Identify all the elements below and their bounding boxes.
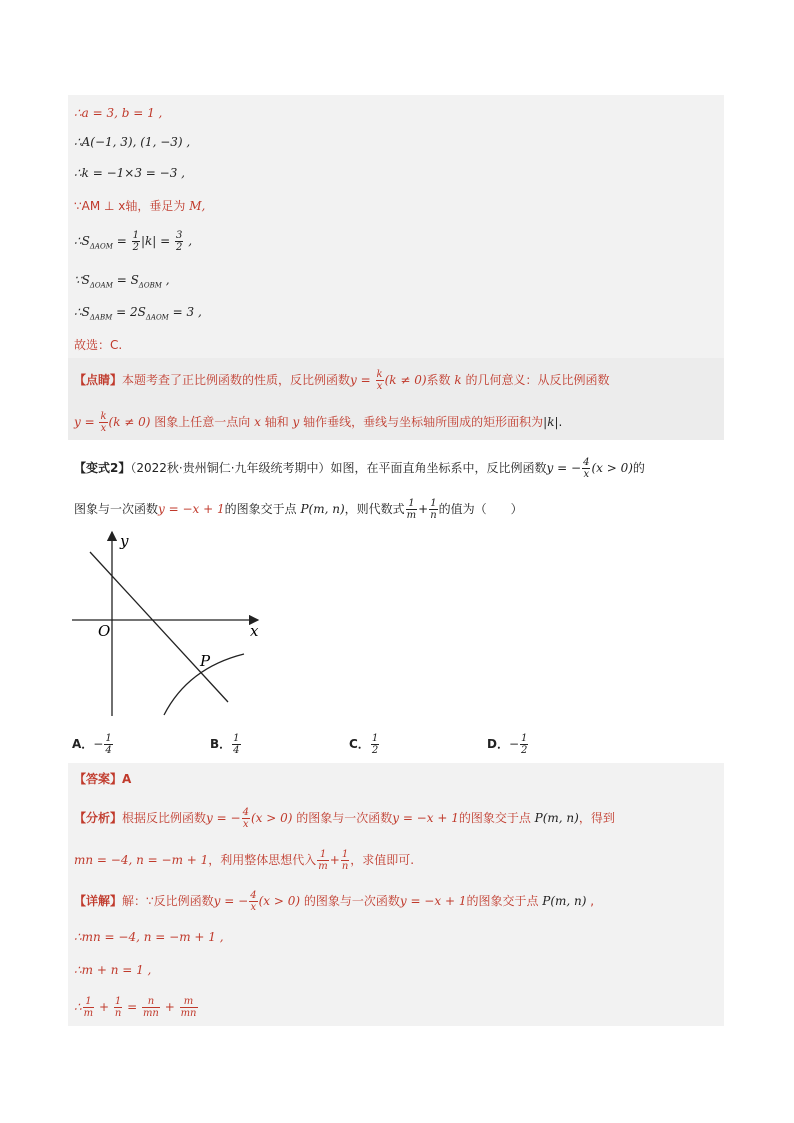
den: x xyxy=(242,819,249,830)
s-symbol: ∴S xyxy=(74,305,90,319)
solution-line-4 xyxy=(74,197,205,215)
text: ，求值即可. xyxy=(350,853,415,867)
dianjing-line-2 xyxy=(74,411,562,434)
den: n xyxy=(430,510,437,521)
num: 1 xyxy=(521,733,528,744)
analysis-line-1 xyxy=(74,807,615,830)
fraction-1-n xyxy=(114,996,122,1019)
point-p: P(m, n) xyxy=(542,894,587,908)
coordinate-graph xyxy=(68,528,268,720)
text: , xyxy=(586,894,595,908)
eq: y = − xyxy=(206,811,241,825)
text: 的图象与一次函数 xyxy=(300,894,400,908)
fraction-half xyxy=(132,230,140,253)
dianjing-tag: 【点睛】 xyxy=(74,373,123,387)
solution-line-2 xyxy=(74,133,190,151)
num: n xyxy=(142,996,160,1008)
den: x xyxy=(250,902,257,913)
cond: (k ≠ 0) xyxy=(384,373,427,387)
k: k xyxy=(454,373,462,387)
solution-choice xyxy=(74,336,122,354)
num: m xyxy=(180,996,198,1008)
text: ，利用整体思想代入 xyxy=(208,853,317,867)
num: 1 xyxy=(341,849,349,860)
s-sub: ΔOAM xyxy=(89,281,113,290)
fraction-1-m xyxy=(317,849,328,872)
foot-m: M, xyxy=(189,199,206,213)
cond: (x > 0) xyxy=(250,811,293,825)
sign: − xyxy=(93,737,104,751)
s-symbol: ∵S xyxy=(74,273,90,287)
option-fraction xyxy=(104,733,112,756)
detail-line-1 xyxy=(74,890,594,913)
result: = 3 , xyxy=(168,305,202,319)
cond: (x > 0) xyxy=(258,894,301,908)
num: k xyxy=(100,411,107,422)
y-label: y xyxy=(120,532,129,550)
option-letter: C． xyxy=(349,737,370,751)
text: 的图象与一次函数 xyxy=(292,811,393,825)
option-letter: B． xyxy=(210,737,232,751)
point-a: ∴A(−1, 3), (1, −3) , xyxy=(74,135,191,149)
fraction-1-m xyxy=(406,498,417,521)
option-b[interactable] xyxy=(210,733,242,756)
option-letter: D． xyxy=(487,737,509,751)
s-sub: ΔOBM xyxy=(138,281,162,290)
fraction-1-n xyxy=(429,498,437,521)
num: k xyxy=(376,369,383,380)
analysis-line-2 xyxy=(74,849,414,872)
option-c[interactable] xyxy=(349,733,380,756)
s-symbol: ∴S xyxy=(74,234,90,248)
den: x xyxy=(376,381,383,392)
num: 1 xyxy=(371,733,379,744)
therefore-ab: ∴a = 3, b = 1 , xyxy=(74,106,163,120)
den: m xyxy=(83,1008,94,1019)
detail-tag: 【详解】 xyxy=(74,894,123,908)
plus: + xyxy=(418,502,429,516)
dianjing-line-1 xyxy=(74,369,609,392)
s-sub: ΔAOM xyxy=(145,313,169,322)
because-symbol: ∵ xyxy=(74,199,82,213)
dianjing-text: 本题考查了正比例函数的性质，反比例函数 xyxy=(122,373,351,387)
question-text: 如图，在平面直角坐标系中，反比例函数 xyxy=(330,461,547,475)
num: 1 xyxy=(132,230,139,241)
text: ，得到 xyxy=(578,811,615,825)
answer-value: A xyxy=(122,772,132,786)
question-source: （2022秋·贵州铜仁·九年级统考期中） xyxy=(130,461,331,475)
plus: + xyxy=(95,1000,113,1014)
period: . xyxy=(558,415,563,429)
eq: = xyxy=(123,1000,141,1014)
den: x xyxy=(583,469,590,480)
linear-line xyxy=(90,552,228,702)
den: n xyxy=(341,861,349,872)
text: 根据反比例函数 xyxy=(122,811,207,825)
x: x xyxy=(254,415,261,429)
num: 4 xyxy=(583,457,590,468)
eq: y = xyxy=(74,415,99,429)
solution-line-5 xyxy=(74,230,192,255)
num: 1 xyxy=(406,498,417,510)
den: m xyxy=(406,510,417,521)
comma: , xyxy=(184,234,193,248)
question-line-1 xyxy=(74,457,645,480)
detail-line-4 xyxy=(74,996,199,1019)
num: 4 xyxy=(250,890,257,901)
text: 的图象交于点 xyxy=(224,502,301,516)
eq: y = xyxy=(350,373,375,387)
linear-function: y = −x + 1 xyxy=(392,811,459,825)
solution-line-7 xyxy=(74,303,202,326)
plus: + xyxy=(160,1000,179,1014)
den: 4 xyxy=(233,745,240,756)
solution-line-3 xyxy=(74,164,185,182)
den: 2 xyxy=(371,745,379,756)
option-d[interactable] xyxy=(487,733,529,756)
point-p: P(m, n) xyxy=(300,502,345,516)
fraction-k-x xyxy=(99,411,107,434)
den: m xyxy=(318,861,328,872)
solution-line-1 xyxy=(74,104,162,122)
num: 1 xyxy=(105,733,112,744)
fraction-m-mn xyxy=(180,996,198,1019)
fraction-k-x xyxy=(376,369,384,392)
abs-k: |k| = xyxy=(140,234,174,248)
den: n xyxy=(114,1008,122,1019)
eq: y = − xyxy=(546,461,582,475)
option-fraction xyxy=(232,733,240,756)
fraction-4-x xyxy=(249,890,257,913)
num: 1 xyxy=(430,498,437,509)
linear-function: y = −x + 1 xyxy=(399,894,467,908)
fraction-1-n xyxy=(341,849,349,872)
detail-line-2 xyxy=(74,928,224,946)
variant-tag: 【变式2】 xyxy=(74,461,131,475)
den: 2 xyxy=(176,242,183,253)
den: mn xyxy=(142,1008,159,1019)
eq: = S xyxy=(112,273,139,287)
fraction-4-x xyxy=(242,807,250,830)
abs-k: |k| xyxy=(543,415,559,429)
s-sub: ΔAOM xyxy=(89,242,113,251)
eq: = 2S xyxy=(112,305,146,319)
den: 4 xyxy=(105,745,112,756)
den: x xyxy=(100,423,107,434)
s-sub: ΔABM xyxy=(89,313,113,322)
text: ，则代数式 xyxy=(344,502,405,516)
option-fraction xyxy=(371,733,379,756)
detail-line-3 xyxy=(74,961,151,979)
fraction-4-x xyxy=(582,457,590,480)
answer-line xyxy=(74,770,131,788)
comma: , xyxy=(161,273,170,287)
den: mn xyxy=(180,1008,197,1019)
point-p: P(m, n) xyxy=(534,811,579,825)
equation: ∴m + n = 1 , xyxy=(74,963,152,977)
option-letter: A． xyxy=(72,737,94,751)
text: 的几何意义：从反比例函数 xyxy=(461,373,610,387)
eq: y = − xyxy=(213,894,249,908)
sign: − xyxy=(508,737,520,751)
text: 的图象交于点 xyxy=(458,811,535,825)
analysis-tag: 【分析】 xyxy=(74,811,123,825)
num: 4 xyxy=(242,807,249,818)
text: 轴和 xyxy=(260,415,293,429)
text: 图象与一次函数 xyxy=(74,502,159,516)
solution-line-6 xyxy=(74,271,170,294)
cond: (x > 0) xyxy=(591,461,633,475)
text: 的图象交于点 xyxy=(466,894,543,908)
therefore: ∴ xyxy=(74,1000,82,1014)
x-label: x xyxy=(250,622,259,640)
fraction-three-halves xyxy=(175,230,183,253)
text: 图象上任意一点向 xyxy=(150,415,255,429)
question-line-2 xyxy=(74,498,523,521)
choice-text: 故选：C. xyxy=(74,338,123,352)
text: 的值为（ ） xyxy=(438,502,523,516)
linear-function: y = −x + 1 xyxy=(158,502,225,516)
plus: + xyxy=(329,853,340,867)
cond: (k ≠ 0) xyxy=(108,415,151,429)
option-fraction xyxy=(520,733,528,756)
equation: mn = −4, n = −m + 1 xyxy=(74,853,209,867)
num: 1 xyxy=(317,849,328,861)
option-a[interactable] xyxy=(72,733,114,756)
num: 1 xyxy=(83,996,94,1008)
num: 1 xyxy=(114,996,122,1007)
equation: ∴mn = −4, n = −m + 1 , xyxy=(74,930,224,944)
answer-tag: 【答案】 xyxy=(74,772,123,786)
origin-label: O xyxy=(98,622,111,640)
text: 轴作垂线，垂线与坐标轴所围成的矩形面积为 xyxy=(299,415,544,429)
text: 的 xyxy=(632,461,645,475)
p-label: P xyxy=(200,652,211,670)
y: y xyxy=(292,415,300,429)
num: 1 xyxy=(233,733,240,744)
text: 系数 xyxy=(426,373,455,387)
text: 解：∵反比例函数 xyxy=(122,894,214,908)
num: 3 xyxy=(176,230,183,241)
k-value: ∴k = −1×3 = −3 , xyxy=(74,166,185,180)
fraction-1-m xyxy=(83,996,94,1019)
eq: = xyxy=(112,234,131,248)
perpendicular-text: AM ⊥ x轴，垂足为 xyxy=(81,199,190,213)
fraction-n-mn xyxy=(142,996,160,1019)
den: 2 xyxy=(521,745,528,756)
den: 2 xyxy=(132,242,139,253)
